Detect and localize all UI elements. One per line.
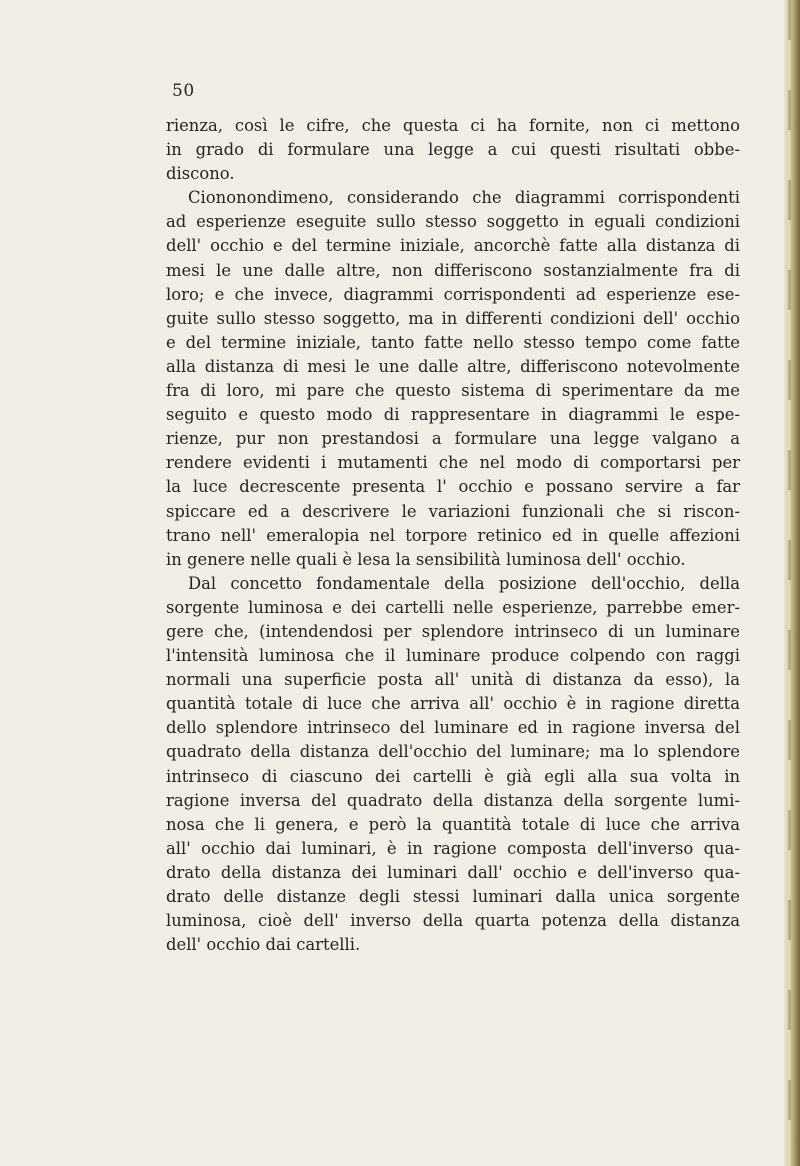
text-line: dell' occhio dai cartelli.	[166, 935, 361, 955]
text-line: trano nell' emeralopia nel torpore retinico ed in quelle affezioni	[166, 525, 740, 545]
text-line: l'intensità luminosa che il luminare produce colpendo con raggi	[166, 646, 740, 666]
text-line: rendere evidenti i mutamenti che nel modo di comportarsi per	[166, 453, 740, 473]
page-number: 50	[172, 81, 195, 101]
text-line: fra di loro, mi pare che questo sistema di sperimentare da me	[166, 381, 740, 401]
text-line: la luce decrescente presenta l' occhio e possano servire a far	[166, 477, 740, 497]
text-line: ad esperienze eseguite sullo stesso soggetto in eguali condizioni	[166, 212, 740, 232]
text-line: rienza, così le cifre, che questa ci ha fornite, non ci mettono	[166, 116, 740, 135]
text-line: e del termine iniziale, tanto fatte nello stesso tempo come fatte	[166, 332, 740, 352]
text-line: discono.	[166, 164, 235, 184]
text-line: normali una superficie posta all' unità di distanza da esso), la	[166, 670, 740, 690]
text-line: in grado di formulare una legge a cui questi risultati obbe-	[166, 140, 740, 160]
text-line: drato delle distanze degli stessi luminari dalla unica sorgente	[166, 887, 740, 906]
text-line: nosa che li genera, e però la quantità totale di luce che arriva	[166, 814, 740, 834]
text-line: drato della distanza dei luminari dall' occhio e dell'inverso qua-	[166, 862, 740, 882]
text-line: loro; e che invece, diagrammi corrispondenti ad esperienze ese-	[166, 284, 740, 304]
text-line: ragione inversa del quadrato della distanza della sorgente lumi-	[166, 790, 740, 810]
text-line: Dal concetto fondamentale della posizione dell'occhio, della	[188, 573, 740, 593]
text-line: gere che, (intendendosi per splendore intrinseco di un luminare	[166, 621, 740, 641]
text-line: spiccare ed a descrivere le variazioni funzionali che si riscon-	[166, 501, 740, 521]
text-line: alla distanza di mesi le une dalle altre, differiscono notevolmente	[166, 356, 740, 376]
text-line: luminosa, cioè dell' inverso della quarta potenza della distanza	[166, 911, 740, 931]
text-line: in genere nelle quali è lesa la sensibilità luminosa dell' occhio.	[166, 549, 686, 569]
text-line: rienze, pur non prestandosi a formulare una legge valgano a	[166, 429, 740, 449]
text-line: sorgente luminosa e dei cartelli nelle esperienze, parrebbe emer-	[166, 597, 740, 617]
text-line: intrinseco di ciascuno dei cartelli è già egli alla sua volta in	[166, 766, 740, 786]
text-line: seguito e questo modo di rappresentare in diagrammi le espe-	[166, 405, 740, 425]
text-line: dell' occhio e del termine iniziale, ancorchè fatte alla distanza di	[166, 236, 740, 256]
text-line: all' occhio dai luminari, è in ragione composta dell'inverso qua-	[166, 838, 740, 858]
text-line: quantità totale di luce che arriva all' occhio è in ragione diretta	[166, 694, 740, 714]
text-line: Ciononondimeno, considerando che diagrammi corrispondenti	[188, 188, 740, 208]
page-edge	[784, 0, 800, 1166]
text-line: quadrato della distanza dell'occhio del luminare; ma lo splendore	[166, 742, 740, 762]
text-line: guite sullo stesso soggetto, ma in differenti condizioni dell' occhio	[166, 308, 740, 328]
body-text	[166, 114, 740, 957]
text-line: mesi le une dalle altre, non differiscono sostanzialmente fra di	[166, 260, 740, 280]
text-line: dello splendore intrinseco del luminare ed in ragione inversa del	[166, 718, 740, 738]
